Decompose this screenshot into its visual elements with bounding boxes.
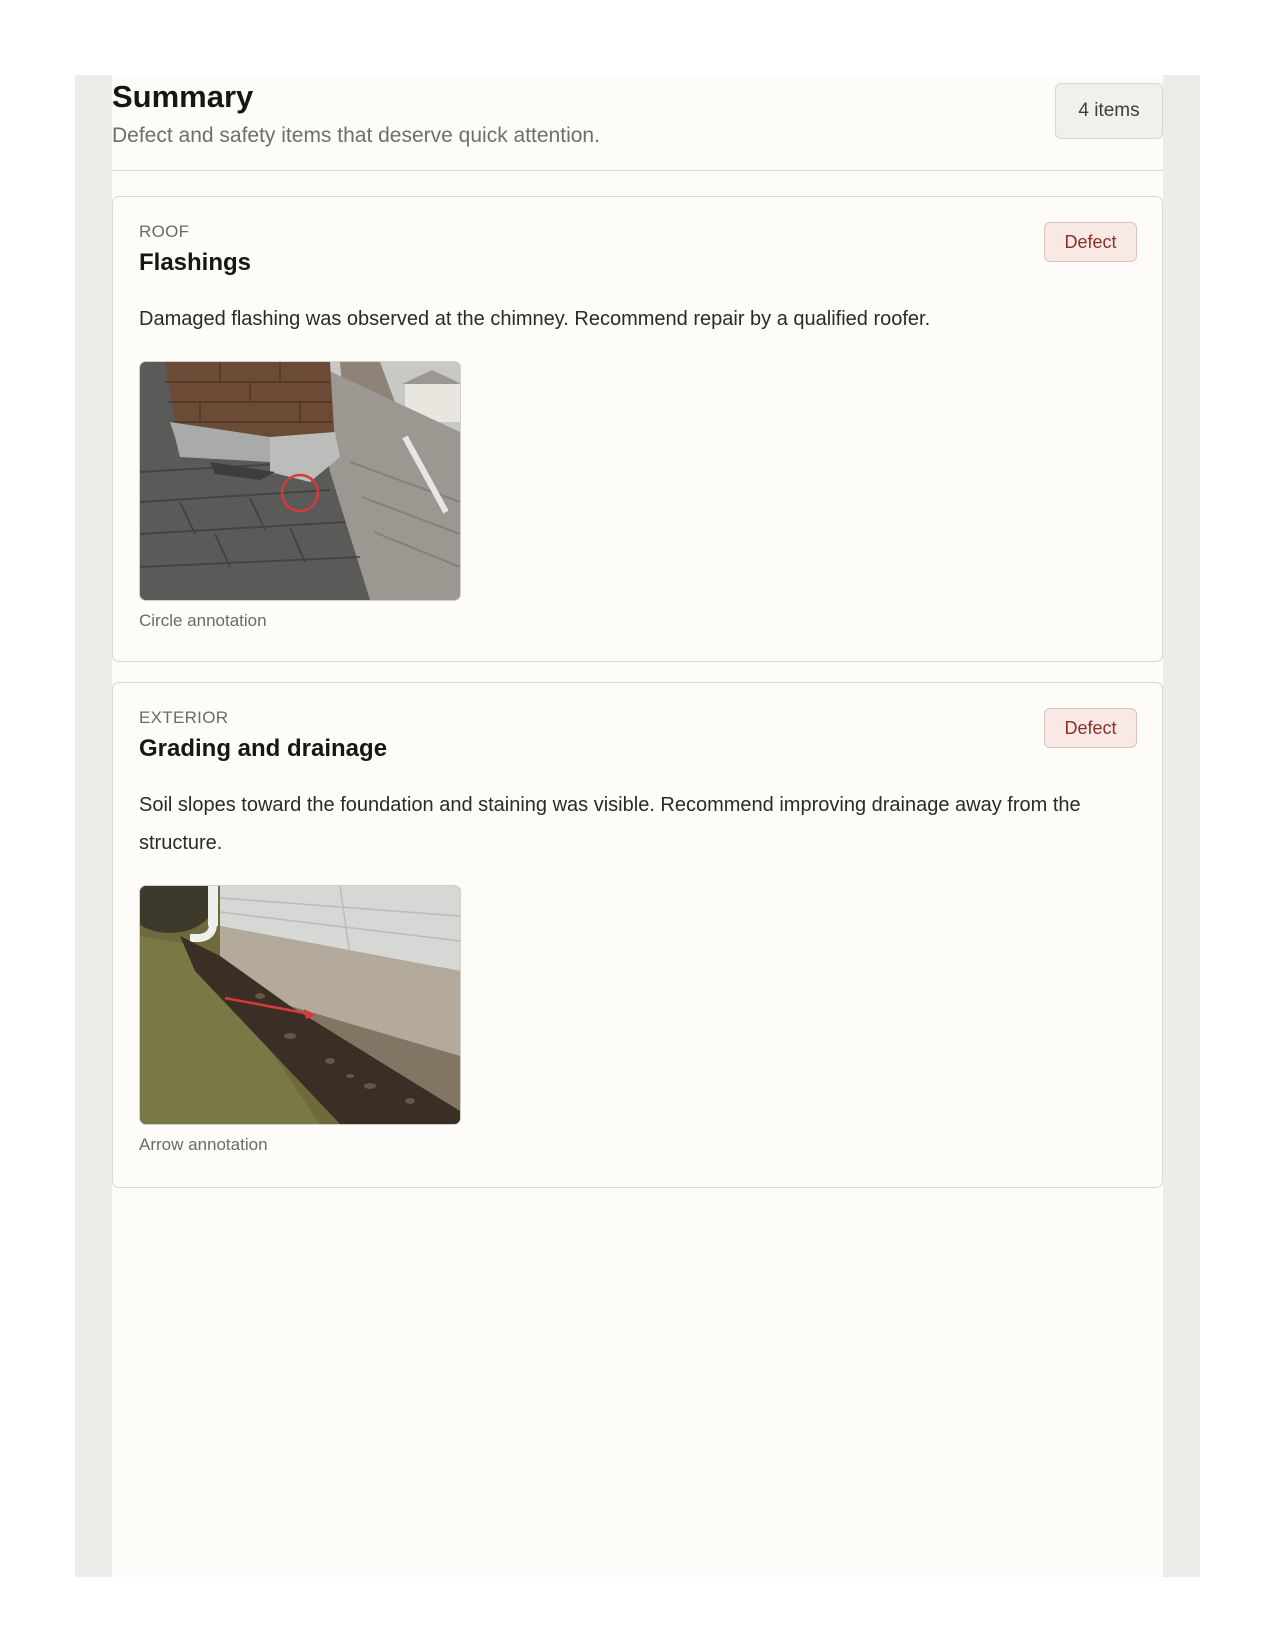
photo-caption: Circle annotation	[139, 611, 267, 630]
defect-card-flashings	[112, 196, 1163, 662]
defect-badge: Defect	[1044, 222, 1137, 262]
summary-subtitle: Defect and safety items that deserve quick attention.	[112, 124, 600, 147]
item-category: ROOF	[139, 222, 190, 241]
item-title: Grading and drainage	[139, 735, 388, 762]
summary-header	[112, 75, 1163, 171]
chimney-flashing-photo[interactable]	[139, 361, 461, 601]
item-description: Soil slopes toward the foundation and staining was visible. Recommend improving drainage away from the structure.	[139, 794, 1081, 854]
summary-panel	[112, 75, 1163, 1577]
foundation-soil-image	[140, 886, 460, 1124]
report-page-background	[75, 75, 1200, 1577]
grading-drainage-photo[interactable]	[139, 885, 461, 1125]
item-description: Damaged flashing was observed at the chimney. Recommend repair by a qualified roofer.	[139, 308, 931, 330]
defect-badge: Defect	[1044, 708, 1137, 748]
item-category: EXTERIOR	[139, 708, 229, 727]
item-title: Flashings	[139, 249, 252, 276]
chimney-roof-image	[140, 362, 460, 600]
photo-caption: Arrow annotation	[139, 1135, 268, 1154]
summary-title: Summary	[112, 79, 254, 114]
items-count-badge: 4 items	[1055, 83, 1163, 139]
defect-card-grading-drainage	[112, 682, 1163, 1188]
